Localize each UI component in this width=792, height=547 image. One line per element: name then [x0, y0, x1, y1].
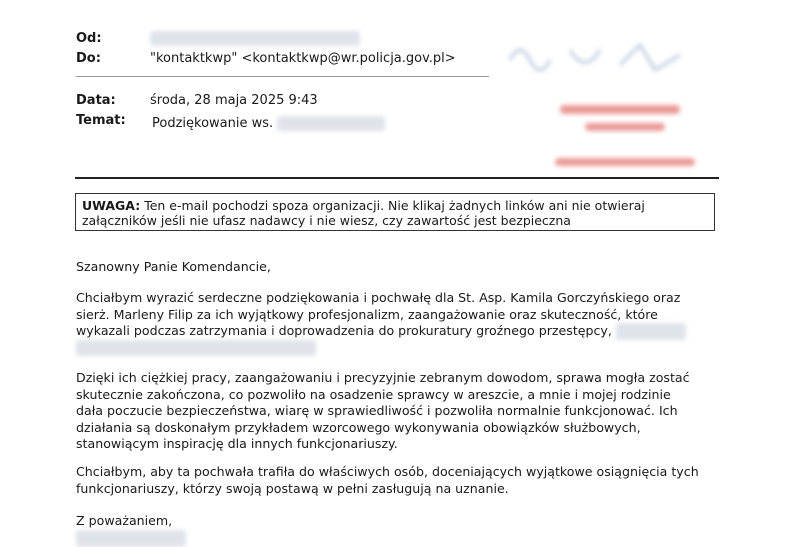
paragraph-2-line-4: działania są doskonałym przykładem wzorcowego wykonywania obowiązków służbowych, [76, 419, 641, 435]
paragraph-2-line-3: dała poczucie bezpieczeństwa, wiarę w sprawiedliwość i pozwoliła normalnie funkcjonować. Ich [76, 403, 678, 418]
paragraph-3 [76, 464, 726, 497]
paragraph-3-line-1: Chciałbym, aby ta pochwała trafiła do właściwych osób, doceniających wyjątkowe osiągnięcia tych [76, 464, 699, 479]
paragraph-1-line-4-redacted [76, 340, 726, 357]
warning-line-1: Ten e-mail pochodzi spoza organizacji. Nie klikaj żadnych linków ani nie otwieraj [140, 198, 645, 213]
section-divider [75, 177, 719, 179]
paragraph-1 [76, 290, 726, 356]
paragraph-1-line-2: sierż. Marleny Filip za ich wyjątkowy profesjonalizm, zaangażowanie oraz skuteczność, które [76, 306, 658, 322]
to-label: Do: [76, 51, 101, 66]
paragraph-2-line-5: stanowiącym inspirację dla innych funkcjonariuszy. [76, 436, 398, 451]
blurred-stamp [500, 20, 730, 170]
signature-redacted [76, 530, 726, 547]
paragraph-2-line-2: skutecznie zakończona, co pozwoliło na osadzenie sprawcy w areszcie, a mnie i mojej rodzinie [76, 386, 671, 402]
to-value: "kontaktkwp" <kontaktkwp@wr.policja.gov.pl> [150, 51, 456, 66]
subject-label: Temat: [76, 113, 126, 128]
from-value-redacted [150, 31, 360, 46]
paragraph-3-line-2: funkcjonariuszy, którzy swoją postawą w pełni zasługują na uznanie. [76, 480, 509, 496]
external-email-warning [75, 193, 715, 231]
header-divider [76, 76, 489, 77]
date-value: środa, 28 maja 2025 9:43 [150, 93, 318, 108]
warning-line-2: załączników jeśli nie ufasz nadawcy i nie wiesz, czy zawartość jest bezpieczna [82, 213, 571, 228]
closing: Z poważaniem, [76, 513, 173, 528]
greeting: Szanowny Panie Komendancie, [76, 259, 271, 274]
paragraph-2-line-1: Dzięki ich ciężkiej pracy, zaangażowaniu i precyzyjnie zebranym dowodom, sprawa mogła zostać [76, 370, 690, 385]
from-label: Od: [76, 31, 102, 46]
subject-value: Podziękowanie ws. [152, 116, 385, 131]
warning-prefix: UWAGA: [82, 198, 141, 213]
date-label: Data: [76, 93, 116, 108]
paragraph-1-line-1: Chciałbym wyrazić serdeczne podziękowania i pochwałę dla St. Asp. Kamila Gorczyńskiego oraz [76, 290, 681, 305]
paragraph-2 [76, 370, 726, 453]
paragraph-1-line-3: wykazali podczas zatrzymania i doprowadzenia do prokuratury groźnego przestępcy, [76, 323, 726, 340]
